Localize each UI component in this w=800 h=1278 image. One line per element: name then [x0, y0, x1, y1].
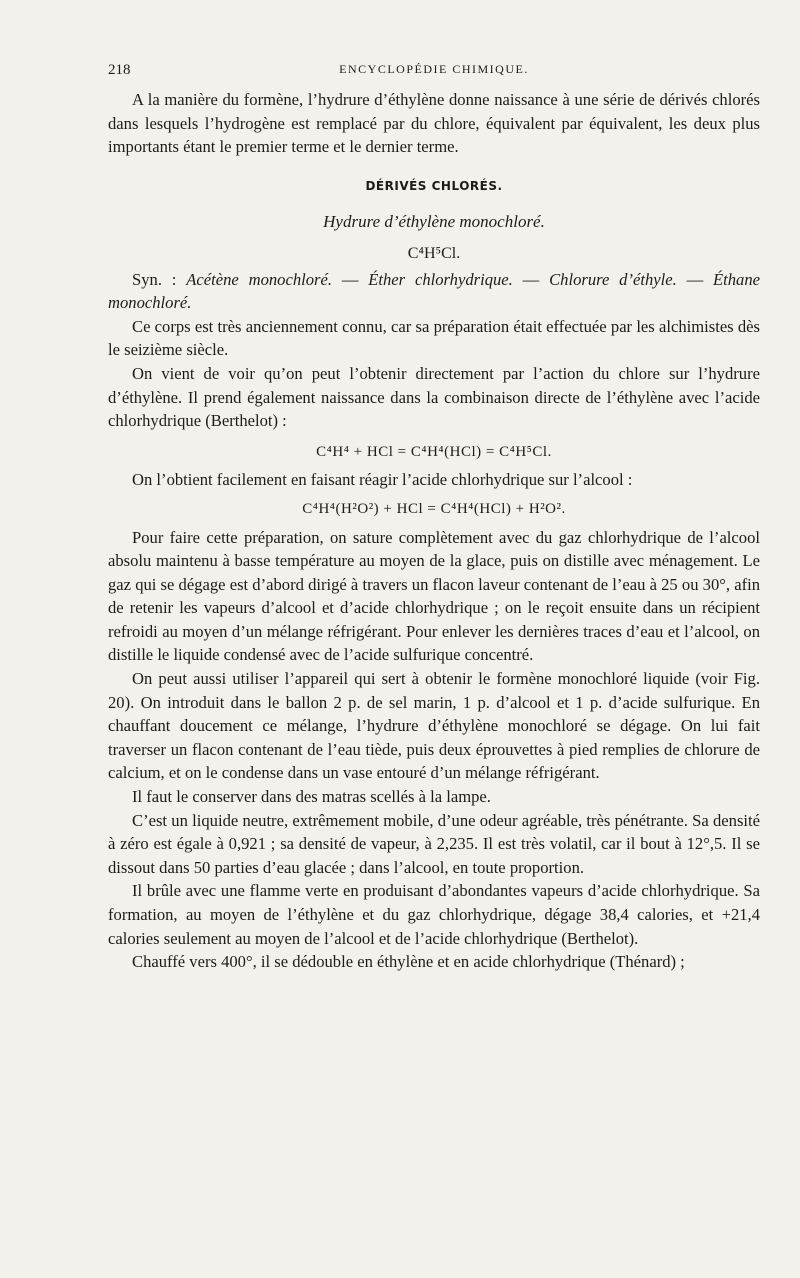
chemical-formula: C⁴H⁵Cl.: [407, 244, 461, 262]
equation: C⁴H⁴(H²O²) + HCl = C⁴H⁴(HCl) + H²O².: [302, 500, 566, 517]
synonym-separator: —: [332, 269, 369, 289]
synonym-2: Éther chlorhydrique.: [368, 269, 513, 289]
equation: C⁴H⁴ + HCl = C⁴H⁴(HCl) = C⁴H⁵Cl.: [316, 443, 552, 460]
page-body: [108, 88, 760, 974]
paragraph: Chauffé vers 400°, il se dédouble en éthylène et en acide chlorhydrique (Thénard) ;: [132, 952, 685, 972]
paragraph: Pour faire cette préparation, on sature complètement avec du gaz chlorhydrique de l’alcool absolu maintenu à basse température au moyen de la glace, puis on distille avec ménagement. Le gaz qui se dégage est d’abord dirigé à travers un flacon laveur contenant de l’eau à 25 ou 30°, afin de retenir les vapeurs d’alcool et d’acide chlorhydrique ; on le reçoit ensuite dans un récipient refroidi au moyen d’un mélange réfrigérant. Pour enlever les dernières traces d’eau et l’alcool, on distille le liquide condensé avec de l’acide sulfurique concentré.: [108, 527, 760, 665]
page-header: [108, 62, 760, 88]
synonyms-line: [108, 268, 760, 315]
paragraph: Il faut le conserver dans des matras scellés à la lampe.: [132, 787, 491, 807]
synonym-separator: —: [512, 269, 550, 289]
paragraph: Il brûle avec une flamme verte en produisant d’abondantes vapeurs d’acide chlorhydrique. Sa formation, au moyen de l’éthylène et du gaz chlorhydrique, dégage 38,4 calories, et +21,4 calories seulement au moyen de l’alcool et de l’acide chlorhydrique (Berthelot).: [108, 881, 760, 948]
intro-paragraph: A la manière du formène, l’hydrure d’éthylène donne naissance à une série de dérivés chlorés dans lesquels l’hydrogène est remplacé par du chlore, équivalent par équivalent, les deux plus importants étant le premier terme et le dernier terme.: [108, 90, 760, 157]
paragraph: On vient de voir qu’on peut l’obtenir directement par l’action du chlore sur l’hydrure d’éthylène. Il prend également naissance dans la combinaison directe de l’éthylène avec l’acide chlorhydrique (Berthelot) :: [108, 363, 760, 431]
synonym-4: Éthane monochloré.: [108, 269, 761, 313]
paragraph: On l’obtient facilement en faisant réagir l’acide chlorhydrique sur l’alcool :: [132, 470, 633, 490]
paragraph: On peut aussi utiliser l’appareil qui sert à obtenir le formène monochloré liquide (voir Fig. 20). On introduit dans le ballon 2 p. de sel marin, 1 p. d’alcool et 1 p. d’acide sulfurique. En chauffant doucement ce mélange, l’hydrure d’éthylène monochloré se dégage. On lui fait traverser un flacon contenant de l’eau tiède, puis deux éprouvettes à pied remplies de chlorure de calcium, et on le condense dans un vase entouré d’un mélange réfrigérant.: [108, 669, 760, 783]
running-head: ENCYCLOPÉDIE CHIMIQUE.: [339, 62, 529, 76]
paragraph: Ce corps est très anciennement connu, car sa préparation était effectuée par les alchimistes dès le seizième siècle.: [108, 316, 760, 360]
subsection-title: Hydrure d’éthylène monochloré.: [323, 212, 545, 232]
synonym-3: Chlorure d’éthyle.: [549, 269, 677, 289]
synonyms-prefix: Syn. :: [132, 269, 187, 289]
synonym-1: Acétène monochloré.: [186, 269, 332, 289]
page-number: 218: [108, 62, 131, 78]
synonym-separator: —: [676, 269, 714, 289]
section-title: DÉRIVÉS CHLORÉS.: [365, 178, 503, 193]
paragraph: C’est un liquide neutre, extrêmement mobile, d’une odeur agréable, très pénétrante. Sa densité à zéro est égale à 0,921 ; sa densité de vapeur, à 2,235. Il est très volatil, car il bout à 12°,5. Il se dissout dans 50 parties d’eau glacée ; dans l’alcool, en toute proportion.: [108, 810, 760, 877]
book-page: [108, 62, 760, 974]
